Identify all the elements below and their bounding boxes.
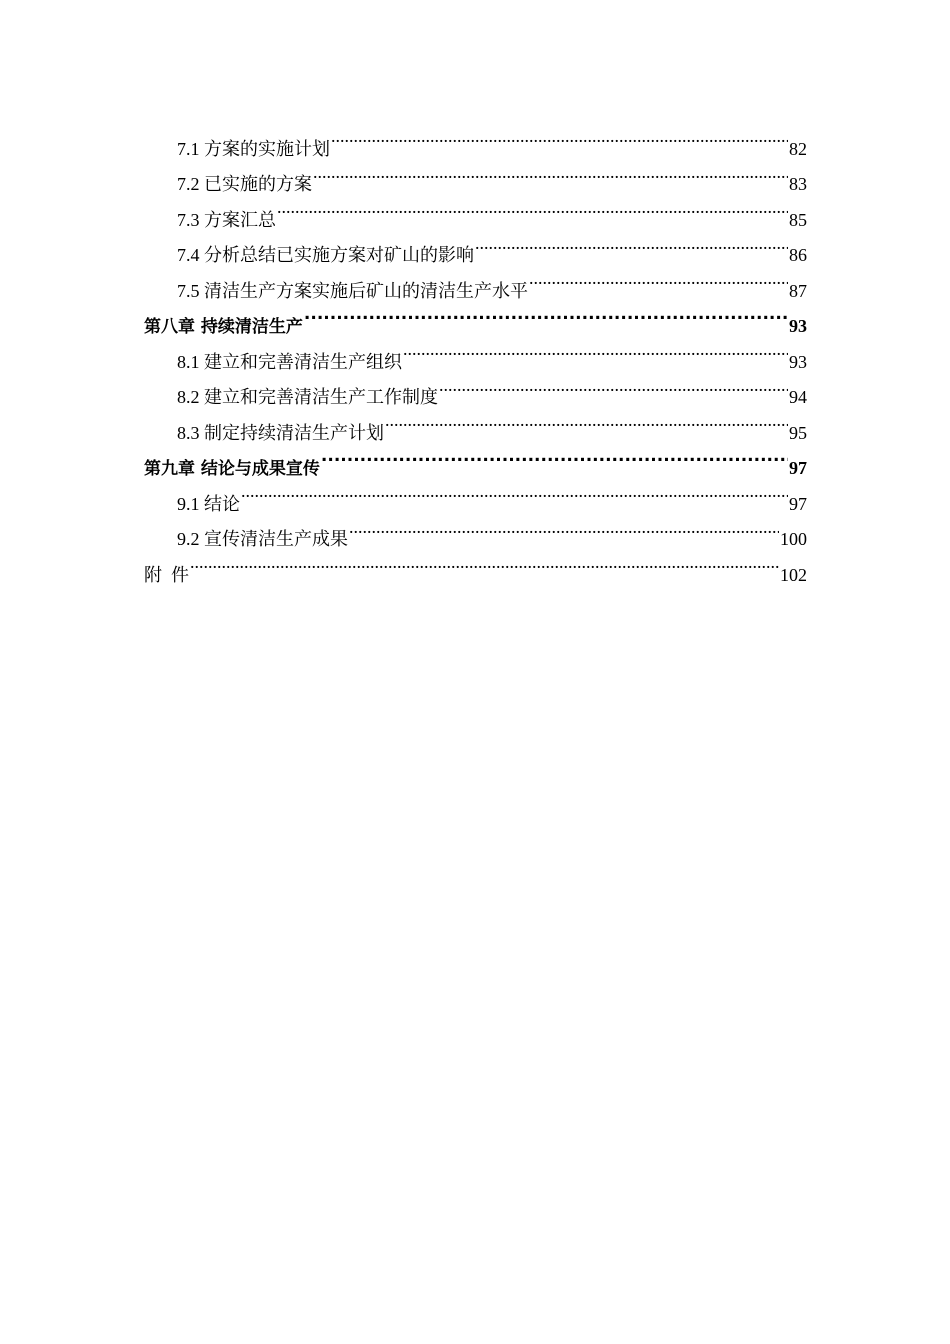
toc-dot-leader	[304, 297, 788, 333]
toc-entry-title: 7.4 分析总结已实施方案对矿山的影响	[177, 245, 474, 265]
toc-dot-leader	[313, 155, 788, 191]
toc-dot-leader	[403, 332, 788, 368]
toc-page-number: 95	[789, 422, 807, 443]
toc-dot-leader	[529, 261, 788, 297]
toc-dot-leader	[331, 119, 788, 155]
toc-appendix[interactable]	[144, 545, 807, 585]
toc-dot-leader	[241, 474, 788, 510]
toc-entry-title: 7.3 方案汇总	[177, 209, 276, 230]
toc-entry-title: 9.1 结论	[177, 493, 240, 514]
toc-dot-leader	[385, 403, 788, 439]
toc-chapter-title: 第九章 结论与成果宣传	[144, 459, 320, 479]
toc-page-number: 93	[789, 316, 807, 336]
toc-page-number: 97	[789, 493, 807, 514]
toc-page-number: 102	[780, 564, 807, 585]
toc-entry-7-1[interactable]	[144, 119, 807, 159]
toc-chapter-title: 第八章 持续清洁生产	[144, 317, 303, 337]
toc-dot-leader	[277, 190, 788, 226]
toc-entry-title: 7.1 方案的实施计划	[177, 138, 330, 159]
toc-entry-title: 8.1 建立和完善清洁生产组织	[177, 351, 402, 372]
toc-dot-leader	[439, 368, 788, 404]
toc-appendix-title: 附 件	[144, 564, 189, 585]
toc-dot-leader	[475, 226, 788, 262]
toc-entry-title: 8.2 建立和完善清洁生产工作制度	[177, 387, 438, 407]
toc-dot-leader	[190, 545, 779, 581]
toc-entry-9-1[interactable]	[144, 474, 807, 514]
toc-page-number: 87	[789, 280, 807, 301]
toc-page-number: 100	[780, 529, 807, 549]
toc-page-number: 82	[789, 138, 807, 159]
toc-page-number: 85	[789, 209, 807, 230]
toc-page-number: 93	[789, 351, 807, 372]
toc-entry-title: 9.2 宣传清洁生产成果	[177, 529, 348, 549]
toc-entry-9-2[interactable]	[144, 510, 807, 549]
toc-page-number: 83	[789, 174, 807, 194]
toc-page-number: 97	[789, 458, 807, 478]
toc-entry-title: 7.5 清洁生产方案实施后矿山的清洁生产水平	[177, 280, 528, 301]
toc-dot-leader	[321, 439, 788, 475]
toc-entry-title: 7.2 已实施的方案	[177, 174, 312, 194]
table-of-contents	[144, 119, 807, 585]
toc-dot-leader	[349, 510, 779, 546]
toc-page-number: 94	[789, 387, 807, 407]
toc-page-number: 86	[789, 245, 807, 265]
toc-entry-title: 8.3 制定持续清洁生产计划	[177, 422, 384, 443]
